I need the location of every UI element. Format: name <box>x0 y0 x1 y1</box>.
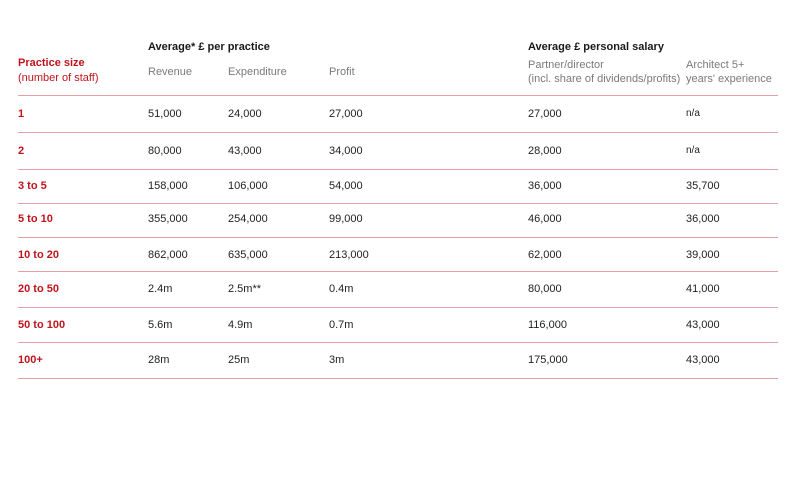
table-row <box>0 307 800 343</box>
row-revenue: 28m <box>148 354 170 366</box>
row-revenue: 158,000 <box>148 180 188 192</box>
row-expenditure: 43,000 <box>228 145 262 157</box>
row-profit: 213,000 <box>329 249 369 261</box>
col-header-partner-line2: (incl. share of dividends/profits) <box>528 73 681 85</box>
row-architect-salary: 41,000 <box>686 283 720 295</box>
row-partner-salary: 46,000 <box>528 213 562 225</box>
row-size: 50 to 100 <box>18 319 66 331</box>
row-expenditure: 254,000 <box>228 213 268 225</box>
group-title-practice: Average* £ per practice <box>148 41 270 53</box>
row-partner-salary: 62,000 <box>528 249 562 261</box>
row-profit: 54,000 <box>329 180 363 192</box>
row-profit: 34,000 <box>329 145 363 157</box>
row-size: 20 to 50 <box>18 283 59 295</box>
row-profit: 99,000 <box>329 213 363 225</box>
table-row <box>0 237 800 273</box>
col-header-architect-line1: Architect 5+ <box>686 59 745 71</box>
practice-size-header-title: Practice size <box>18 57 85 69</box>
row-profit: 27,000 <box>329 108 363 120</box>
row-architect-salary: n/a <box>686 145 700 156</box>
col-header-profit: Profit <box>329 66 355 78</box>
row-size: 1 <box>18 108 25 120</box>
col-header-architect-line2: years' experience <box>686 73 772 85</box>
row-profit: 0.7m <box>329 319 354 331</box>
row-revenue: 5.6m <box>148 319 173 331</box>
row-profit: 3m <box>329 354 345 366</box>
row-architect-salary: 36,000 <box>686 213 720 225</box>
row-expenditure: 25m <box>228 354 250 366</box>
row-architect-salary: n/a <box>686 108 700 119</box>
table-row <box>0 96 800 132</box>
row-architect-salary: 43,000 <box>686 354 720 366</box>
row-revenue: 355,000 <box>148 213 188 225</box>
row-revenue: 2.4m <box>148 283 173 295</box>
group-title-salary: Average £ personal salary <box>528 41 664 53</box>
table-row <box>0 342 800 378</box>
row-expenditure: 24,000 <box>228 108 262 120</box>
row-partner-salary: 80,000 <box>528 283 562 295</box>
row-architect-salary: 35,700 <box>686 180 720 192</box>
row-size: 100+ <box>18 354 43 366</box>
row-partner-salary: 175,000 <box>528 354 568 366</box>
row-architect-salary: 39,000 <box>686 249 720 261</box>
row-architect-salary: 43,000 <box>686 319 720 331</box>
col-header-partner-line1: Partner/director <box>528 59 604 71</box>
row-size: 2 <box>18 145 25 157</box>
row-expenditure: 4.9m <box>228 319 253 331</box>
table-row <box>0 201 800 237</box>
row-expenditure: 106,000 <box>228 180 268 192</box>
row-expenditure: 635,000 <box>228 249 268 261</box>
col-header-revenue: Revenue <box>148 66 193 78</box>
row-partner-salary: 28,000 <box>528 145 562 157</box>
row-size: 5 to 10 <box>18 213 53 225</box>
row-revenue: 80,000 <box>148 145 182 157</box>
row-expenditure: 2.5m** <box>228 283 262 295</box>
table-row <box>0 168 800 204</box>
row-size: 3 to 5 <box>18 180 47 192</box>
practice-size-header <box>18 56 99 86</box>
row-size: 10 to 20 <box>18 249 59 261</box>
table-row <box>0 271 800 307</box>
table-row <box>0 133 800 169</box>
col-header-expenditure: Expenditure <box>228 66 287 78</box>
row-revenue: 862,000 <box>148 249 188 261</box>
row-partner-salary: 27,000 <box>528 108 562 120</box>
col-header-partner <box>528 58 680 86</box>
row-partner-salary: 116,000 <box>528 319 567 331</box>
practice-size-header-subtitle: (number of staff) <box>18 72 99 84</box>
row-revenue: 51,000 <box>148 108 182 120</box>
row-divider <box>18 378 778 379</box>
row-partner-salary: 36,000 <box>528 180 562 192</box>
col-header-architect <box>686 58 772 86</box>
row-profit: 0.4m <box>329 283 354 295</box>
